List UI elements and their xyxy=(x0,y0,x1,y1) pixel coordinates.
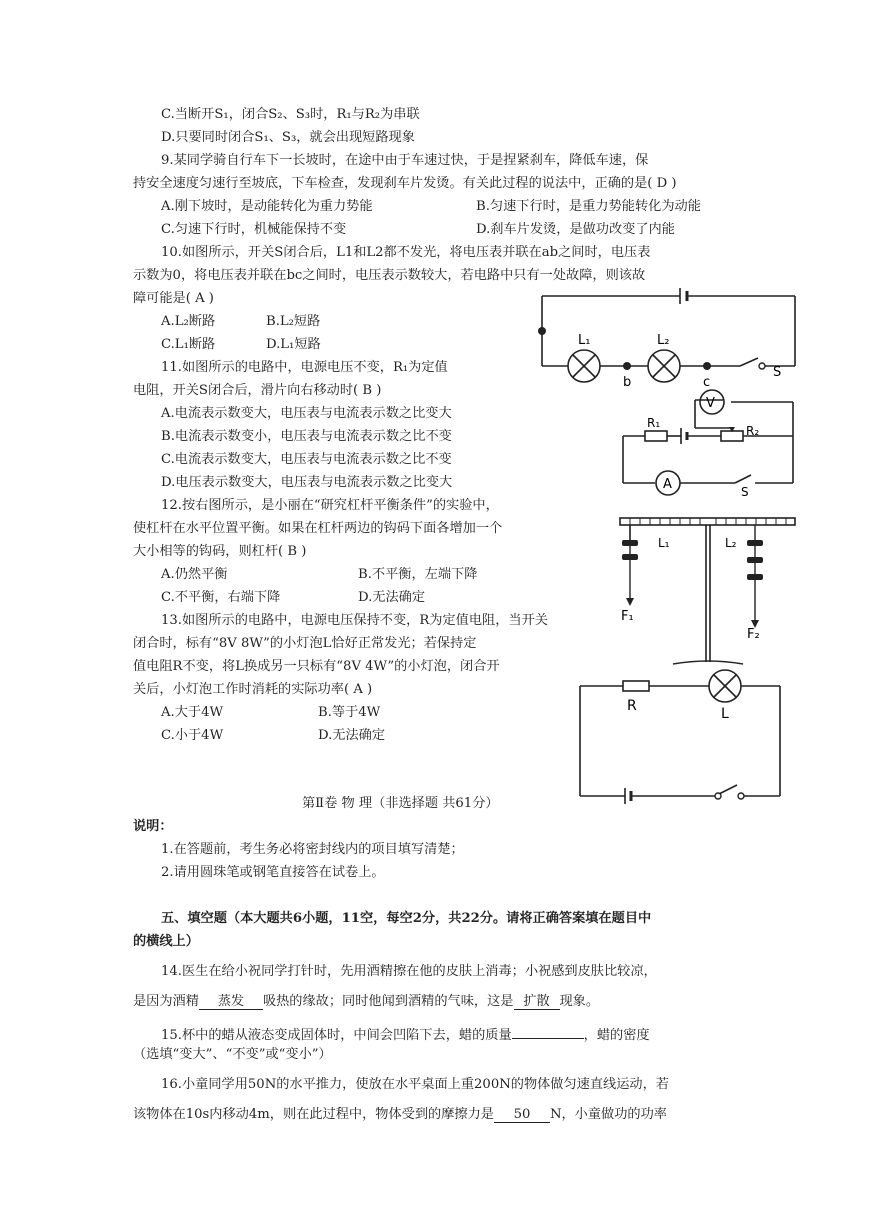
q11-stem-line1: 11.如图所示的电路中，电源电压不变，R₁为定值 xyxy=(161,360,448,375)
q14-text-c: 现象。 xyxy=(559,994,600,1009)
q13-stem-line2: 闭合时，标有“8V 8W”的小灯泡L恰好正常发光；若保持定 xyxy=(133,636,477,651)
label-b: b xyxy=(623,375,632,390)
ammeter-label: A xyxy=(663,477,672,492)
q11-option-d: D.电压表示数变大，电压表与电流表示数之比变大 xyxy=(161,475,453,490)
q13-stem-line3: 值电阻R不变，将L换成另一只标有“8V 4W”的小灯泡，闭合开 xyxy=(133,659,500,674)
q13-option-b: B.等于4W xyxy=(318,705,381,720)
q9-option-d: D.刹车片发烫，是做功改变了内能 xyxy=(476,222,675,237)
q10-stem-line1: 10.如图所示，开关S闭合后，L1和L2都不发光，将电压表并联在ab之间时，电压表 xyxy=(161,245,651,260)
q13-option-c: C.小于4W xyxy=(161,728,224,743)
q15-answer-blank-1[interactable] xyxy=(512,1023,584,1039)
q8-option-d: D.只要同时闭合S₁、S₃，就会出现短路现象 xyxy=(161,130,415,145)
q15-text-a: 15.杯中的蜡从液态变成固体时，中间会凹陷下去，蜡的质量 xyxy=(161,1028,512,1043)
label-L1: L₁ xyxy=(578,333,591,348)
label-L1: L₁ xyxy=(658,536,670,550)
figure-q12-lever xyxy=(615,512,805,682)
part2-heading: 第Ⅱ卷 物 理（非选择题 共61分） xyxy=(302,796,499,811)
q11-stem-line2: 电阻，开关S闭合后，滑片向右移动时( B ) xyxy=(133,383,382,398)
label-F2: F₂ xyxy=(747,627,760,642)
q12-stem-line3: 大小相等的钩码，则杠杆( B ) xyxy=(133,544,307,559)
label-R2: R₂ xyxy=(746,424,760,438)
q15-stem-line2: （选填“变大”、“不变”或“变小”） xyxy=(133,1047,332,1062)
q13-option-a: A.大于4W xyxy=(161,705,224,720)
q10-stem-line3: 障可能是( A ) xyxy=(133,291,214,306)
q10-option-c: C.L₁断路 xyxy=(161,337,216,352)
q9-stem-line2: 持安全速度匀速行至坡底，下车检查，发现刹车片发烫。有关此过程的说法中，正确的是( D ) xyxy=(133,176,677,191)
q16-stem-line1: 16.小童同学用50N的水平推力，使放在水平桌面上重200N的物体做匀速直线运动，若 xyxy=(161,1077,669,1092)
q15-text-b: ，蜡的密度 xyxy=(583,1028,650,1043)
label-L2: L₂ xyxy=(725,536,737,550)
point-c-dot xyxy=(703,362,711,370)
q13-option-d: D.无法确定 xyxy=(318,728,386,743)
q14-stem-line1: 14.医生在给小祝同学打针时，先用酒精擦在他的皮肤上消毒；小祝感到皮肤比较凉， xyxy=(161,964,657,979)
q11-option-b: B.电流表示数变小，电压表与电流表示数之比不变 xyxy=(161,429,452,444)
q12-option-a: A.仍然平衡 xyxy=(161,567,228,582)
figure-q13-circuit xyxy=(575,670,790,810)
q12-stem-line1: 12.按右图所示，是小丽在“研究杠杆平衡条件”的实验中， xyxy=(161,498,499,513)
q9-option-b: B.匀速下行时，是重力势能转化为动能 xyxy=(476,199,701,214)
q14-answer-blank-2[interactable]: 扩散 xyxy=(514,994,560,1010)
figure-q11-circuit xyxy=(615,388,805,498)
q14-answer-blank-1[interactable]: 蒸发 xyxy=(199,994,263,1010)
q12-stem-line2: 使杠杆在水平位置平衡。如果在杠杆两边的钩码下面各增加一个 xyxy=(133,521,503,536)
q12-option-c: C.不平衡，右端下降 xyxy=(161,590,281,605)
label-R: R xyxy=(627,698,637,714)
q12-option-d: D.无法确定 xyxy=(358,590,426,605)
q14-text-a: 是因为酒精 xyxy=(133,994,199,1009)
figure-q10-circuit xyxy=(530,286,810,396)
q10-stem-line2: 示数为0，将电压表并联在bc之间时，电压表示数较大，若电路中只有一处故障，则该故 xyxy=(133,268,646,283)
q15-stem-line1 xyxy=(161,1023,650,1045)
q10-option-a: A.L₂断路 xyxy=(161,314,216,329)
q14-stem-line2 xyxy=(133,993,599,1011)
note-2: 2.请用圆珠笔或钢笔直接答在试卷上。 xyxy=(161,865,385,880)
section5-heading-line1: 五、填空题（本大题共6小题，11空，每空2分，共22分。请将正确答案填在题目中 xyxy=(161,911,652,926)
label-S: S xyxy=(741,485,749,499)
q13-stem-line1: 13.如图所示的电路中，电源电压保持不变，R为定值电阻，当开关 xyxy=(161,613,548,628)
q16-stem-line2 xyxy=(133,1106,667,1124)
q10-option-d: D.L₁短路 xyxy=(266,337,321,352)
label-L2: L₂ xyxy=(657,333,670,348)
label-L: L xyxy=(721,706,729,722)
q11-option-c: C.电流表示数变大，电压表与电流表示数之比不变 xyxy=(161,452,452,467)
label-F1: F₁ xyxy=(621,609,634,624)
label-S: S xyxy=(773,365,782,380)
note-1: 1.在答题前，考生务必将密封线内的项目填写清楚； xyxy=(161,842,464,857)
junction-dot xyxy=(538,327,546,335)
q9-option-c: C.匀速下行时，机械能保持不变 xyxy=(161,222,347,237)
q13-stem-line4: 关后，小灯泡工作时消耗的实际功率( A ) xyxy=(133,682,373,697)
q11-option-a: A.电流表示数变大，电压表与电流表示数之比变大 xyxy=(161,406,452,421)
q12-option-b: B.不平衡，左端下降 xyxy=(358,567,478,582)
q16-text-b: N，小童做功的功率 xyxy=(549,1107,667,1122)
q16-answer-blank[interactable]: 50 xyxy=(494,1107,550,1123)
section5-heading-line2: 的横线上） xyxy=(133,934,199,949)
label-c: c xyxy=(703,375,711,390)
q9-stem-line1: 9.某同学骑自行车下一长坡时，在途中由于车速过快，于是捏紧刹车，降低车速，保 xyxy=(161,153,649,168)
label-R1: R₁ xyxy=(647,416,661,430)
q14-text-b: 吸热的缘故；同时他闻到酒精的气味，这是 xyxy=(262,994,514,1009)
notes-title: 说明： xyxy=(133,819,173,834)
voltmeter-label: V xyxy=(706,396,715,411)
q16-text-a: 该物体在10s内移动4m，则在此过程中，物体受到的摩擦力是 xyxy=(133,1107,494,1122)
q8-option-c: C.当断开S₁，闭合S₂、S₃时，R₁与R₂为串联 xyxy=(161,107,420,122)
point-b-dot xyxy=(623,362,631,370)
q10-option-b: B.L₂短路 xyxy=(266,314,321,329)
q9-option-a: A.刚下坡时，是动能转化为重力势能 xyxy=(161,199,373,214)
